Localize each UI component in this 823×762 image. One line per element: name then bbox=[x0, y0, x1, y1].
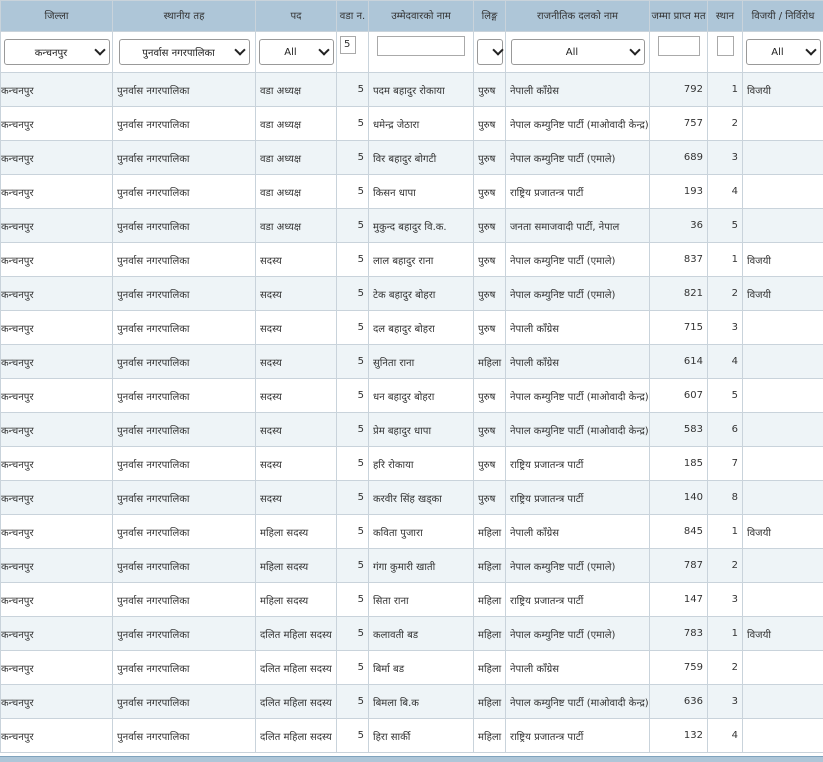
cell-post: दलित महिला सदस्य bbox=[256, 719, 337, 753]
cell-rank: 1 bbox=[708, 515, 743, 549]
cell-winner bbox=[743, 311, 823, 345]
cell-district: कन्चनपुर bbox=[1, 549, 113, 583]
cell-post: सदस्य bbox=[256, 447, 337, 481]
cell-candidate-name: गंगा कुमारी खाती bbox=[369, 549, 474, 583]
cell-gender: पुरुष bbox=[474, 141, 506, 175]
post-select[interactable] bbox=[259, 39, 334, 65]
cell-ward-no: 5 bbox=[337, 209, 369, 243]
cell-votes: 759 bbox=[650, 651, 708, 685]
filter-cell-local-level bbox=[113, 32, 256, 73]
cell-district: कन्चनपुर bbox=[1, 311, 113, 345]
cell-winner bbox=[743, 481, 823, 515]
cell-votes: 845 bbox=[650, 515, 708, 549]
cell-local-level: पुनर्वास नगरपालिका bbox=[113, 413, 256, 447]
cell-local-level: पुनर्वास नगरपालिका bbox=[113, 651, 256, 685]
cell-party: राष्ट्रिय प्रजातन्त्र पार्टी bbox=[506, 719, 650, 753]
table-row bbox=[1, 379, 823, 413]
table-row bbox=[1, 73, 823, 107]
cell-winner bbox=[743, 345, 823, 379]
cell-district: कन्चनपुर bbox=[1, 651, 113, 685]
cell-candidate-name: हिरा सार्की bbox=[369, 719, 474, 753]
cell-gender: पुरुष bbox=[474, 481, 506, 515]
cell-post: वडा अध्यक्ष bbox=[256, 175, 337, 209]
cell-party: नेपाल कम्युनिष्ट पार्टी (माओवादी केन्द्र) bbox=[506, 379, 650, 413]
cell-votes: 140 bbox=[650, 481, 708, 515]
cell-party: जनता समाजवादी पार्टी, नेपाल bbox=[506, 209, 650, 243]
cell-gender: महिला bbox=[474, 617, 506, 651]
cell-party: नेपाल कम्युनिष्ट पार्टी (माओवादी केन्द्र) bbox=[506, 685, 650, 719]
cell-candidate-name: प्रेम बहादुर धापा bbox=[369, 413, 474, 447]
cell-winner bbox=[743, 583, 823, 617]
table-row bbox=[1, 549, 823, 583]
cell-district: कन्चनपुर bbox=[1, 413, 113, 447]
cell-gender: महिला bbox=[474, 515, 506, 549]
cell-gender: पुरुष bbox=[474, 73, 506, 107]
cell-post: सदस्य bbox=[256, 481, 337, 515]
cell-gender: पुरुष bbox=[474, 277, 506, 311]
cell-local-level: पुनर्वास नगरपालिका bbox=[113, 719, 256, 753]
cell-votes: 787 bbox=[650, 549, 708, 583]
cell-ward-no: 5 bbox=[337, 107, 369, 141]
cell-local-level: पुनर्वास नगरपालिका bbox=[113, 311, 256, 345]
cell-district: कन्चनपुर bbox=[1, 73, 113, 107]
header-winner[interactable]: विजयी / निर्विरोध bbox=[743, 1, 823, 32]
table-row bbox=[1, 481, 823, 515]
cell-votes: 821 bbox=[650, 277, 708, 311]
filter-cell-party bbox=[506, 32, 650, 73]
cell-party: राष्ट्रिय प्रजातन्त्र पार्टी bbox=[506, 481, 650, 515]
cell-winner bbox=[743, 719, 823, 753]
cell-gender: पुरुष bbox=[474, 209, 506, 243]
cell-winner: विजयी bbox=[743, 277, 823, 311]
cell-ward-no: 5 bbox=[337, 175, 369, 209]
cell-party: नेपाली काँग्रेस bbox=[506, 651, 650, 685]
district-select-value: कन्चनपुर bbox=[13, 45, 90, 59]
cell-gender: पुरुष bbox=[474, 379, 506, 413]
cell-votes: 792 bbox=[650, 73, 708, 107]
cell-rank: 5 bbox=[708, 209, 743, 243]
local-level-select-value: पुनर्वास नगरपालिका bbox=[128, 45, 230, 59]
header-local-level[interactable]: स्थानीय तह bbox=[113, 1, 256, 32]
cell-local-level: पुनर्वास नगरपालिका bbox=[113, 583, 256, 617]
table-row bbox=[1, 685, 823, 719]
table-row bbox=[1, 209, 823, 243]
cell-gender: पुरुष bbox=[474, 175, 506, 209]
cell-local-level: पुनर्वास नगरपालिका bbox=[113, 243, 256, 277]
cell-party: नेपाल कम्युनिष्ट पार्टी (माओवादी केन्द्र) bbox=[506, 107, 650, 141]
cell-rank: 4 bbox=[708, 175, 743, 209]
header-district[interactable]: जिल्ला bbox=[1, 1, 113, 32]
cell-candidate-name: पदम बहादुर रोकाया bbox=[369, 73, 474, 107]
cell-post: सदस्य bbox=[256, 277, 337, 311]
table-row bbox=[1, 243, 823, 277]
cell-candidate-name: बिमला बि.क bbox=[369, 685, 474, 719]
cell-ward-no: 5 bbox=[337, 583, 369, 617]
cell-district: कन्चनपुर bbox=[1, 719, 113, 753]
cell-votes: 607 bbox=[650, 379, 708, 413]
cell-winner bbox=[743, 209, 823, 243]
cell-votes: 132 bbox=[650, 719, 708, 753]
cell-local-level: पुनर्वास नगरपालिका bbox=[113, 209, 256, 243]
rank-input[interactable] bbox=[717, 36, 734, 56]
cell-district: कन्चनपुर bbox=[1, 243, 113, 277]
cell-candidate-name: दल बहादुर बोहरा bbox=[369, 311, 474, 345]
cell-local-level: पुनर्वास नगरपालिका bbox=[113, 685, 256, 719]
cell-party: नेपाल कम्युनिष्ट पार्टी (एमाले) bbox=[506, 243, 650, 277]
cell-winner bbox=[743, 447, 823, 481]
table-row bbox=[1, 141, 823, 175]
cell-district: कन्चनपुर bbox=[1, 583, 113, 617]
header-party[interactable]: राजनीतिक दलको नाम bbox=[506, 1, 650, 32]
cell-district: कन्चनपुर bbox=[1, 515, 113, 549]
cell-winner bbox=[743, 413, 823, 447]
cell-winner bbox=[743, 141, 823, 175]
cell-gender: पुरुष bbox=[474, 311, 506, 345]
cell-winner bbox=[743, 107, 823, 141]
party-select[interactable] bbox=[511, 39, 645, 65]
district-select[interactable] bbox=[4, 39, 110, 65]
cell-local-level: पुनर्वास नगरपालिका bbox=[113, 73, 256, 107]
cell-candidate-name: कलावती बड bbox=[369, 617, 474, 651]
cell-ward-no: 5 bbox=[337, 481, 369, 515]
cell-winner bbox=[743, 379, 823, 413]
cell-district: कन्चनपुर bbox=[1, 447, 113, 481]
chevron-down-icon bbox=[234, 44, 245, 55]
cell-winner: विजयी bbox=[743, 515, 823, 549]
cell-rank: 2 bbox=[708, 549, 743, 583]
cell-gender: महिला bbox=[474, 549, 506, 583]
cell-votes: 636 bbox=[650, 685, 708, 719]
cell-local-level: पुनर्वास नगरपालिका bbox=[113, 345, 256, 379]
table-row bbox=[1, 719, 823, 753]
cell-rank: 1 bbox=[708, 617, 743, 651]
cell-candidate-name: सुनिता राना bbox=[369, 345, 474, 379]
cell-rank: 2 bbox=[708, 277, 743, 311]
cell-local-level: पुनर्वास नगरपालिका bbox=[113, 447, 256, 481]
chevron-down-icon bbox=[629, 44, 640, 55]
filter-cell-votes bbox=[650, 32, 708, 73]
cell-candidate-name: कविता पुजारा bbox=[369, 515, 474, 549]
cell-votes: 614 bbox=[650, 345, 708, 379]
cell-party: नेपाल कम्युनिष्ट पार्टी (माओवादी केन्द्र) bbox=[506, 413, 650, 447]
cell-candidate-name: हरि रोकाया bbox=[369, 447, 474, 481]
cell-votes: 147 bbox=[650, 583, 708, 617]
cell-ward-no: 5 bbox=[337, 447, 369, 481]
cell-post: सदस्य bbox=[256, 311, 337, 345]
cell-votes: 783 bbox=[650, 617, 708, 651]
chevron-down-icon bbox=[492, 44, 503, 55]
chevron-down-icon bbox=[805, 44, 816, 55]
cell-post: वडा अध्यक्ष bbox=[256, 107, 337, 141]
cell-gender: महिला bbox=[474, 583, 506, 617]
cell-local-level: पुनर्वास नगरपालिका bbox=[113, 141, 256, 175]
cell-party: नेपाली काँग्रेस bbox=[506, 311, 650, 345]
table-row bbox=[1, 617, 823, 651]
cell-local-level: पुनर्वास नगरपालिका bbox=[113, 107, 256, 141]
header-ward-no[interactable]: वडा न. bbox=[337, 1, 369, 32]
cell-party: राष्ट्रिय प्रजातन्त्र पार्टी bbox=[506, 583, 650, 617]
cell-party: नेपाली काँग्रेस bbox=[506, 73, 650, 107]
cell-rank: 4 bbox=[708, 345, 743, 379]
cell-candidate-name: किसन धापा bbox=[369, 175, 474, 209]
cell-rank: 1 bbox=[708, 243, 743, 277]
cell-rank: 7 bbox=[708, 447, 743, 481]
cell-rank: 5 bbox=[708, 379, 743, 413]
winner-select[interactable] bbox=[746, 39, 821, 65]
cell-winner bbox=[743, 549, 823, 583]
cell-party: नेपाल कम्युनिष्ट पार्टी (एमाले) bbox=[506, 549, 650, 583]
header-candidate-name[interactable]: उम्मेदवारको नाम bbox=[369, 1, 474, 32]
ward-no-input[interactable]: 5 bbox=[340, 36, 356, 54]
horizontal-scrollbar[interactable] bbox=[0, 756, 823, 762]
cell-post: सदस्य bbox=[256, 413, 337, 447]
table-row bbox=[1, 413, 823, 447]
cell-rank: 3 bbox=[708, 685, 743, 719]
cell-district: कन्चनपुर bbox=[1, 277, 113, 311]
gender-select[interactable] bbox=[477, 39, 503, 65]
cell-district: कन्चनपुर bbox=[1, 107, 113, 141]
filter-cell-winner bbox=[743, 32, 823, 73]
cell-candidate-name: धन बहादुर बोहरा bbox=[369, 379, 474, 413]
cell-candidate-name: लाल बहादुर राना bbox=[369, 243, 474, 277]
cell-post: वडा अध्यक्ष bbox=[256, 141, 337, 175]
chevron-down-icon bbox=[94, 44, 105, 55]
cell-local-level: पुनर्वास नगरपालिका bbox=[113, 277, 256, 311]
local-level-select[interactable] bbox=[119, 39, 250, 65]
cell-rank: 3 bbox=[708, 141, 743, 175]
filter-cell-ward-no bbox=[337, 32, 369, 73]
cell-candidate-name: विर बहादुर बोगटी bbox=[369, 141, 474, 175]
cell-post: वडा अध्यक्ष bbox=[256, 209, 337, 243]
cell-winner bbox=[743, 685, 823, 719]
cell-post: सदस्य bbox=[256, 345, 337, 379]
cell-ward-no: 5 bbox=[337, 243, 369, 277]
cell-local-level: पुनर्वास नगरपालिका bbox=[113, 617, 256, 651]
cell-local-level: पुनर्वास नगरपालिका bbox=[113, 379, 256, 413]
cell-gender: महिला bbox=[474, 651, 506, 685]
cell-district: कन्चनपुर bbox=[1, 345, 113, 379]
table-row bbox=[1, 175, 823, 209]
cell-ward-no: 5 bbox=[337, 549, 369, 583]
cell-party: नेपाल कम्युनिष्ट पार्टी (एमाले) bbox=[506, 617, 650, 651]
cell-rank: 6 bbox=[708, 413, 743, 447]
cell-rank: 1 bbox=[708, 73, 743, 107]
cell-post: महिला सदस्य bbox=[256, 515, 337, 549]
cell-rank: 2 bbox=[708, 107, 743, 141]
chevron-down-icon bbox=[318, 44, 329, 55]
cell-post: दलित महिला सदस्य bbox=[256, 651, 337, 685]
cell-ward-no: 5 bbox=[337, 379, 369, 413]
cell-rank: 2 bbox=[708, 651, 743, 685]
header-rank[interactable]: स्थान bbox=[708, 1, 743, 32]
cell-party: नेपाल कम्युनिष्ट पार्टी (एमाले) bbox=[506, 277, 650, 311]
cell-gender: महिला bbox=[474, 719, 506, 753]
cell-winner bbox=[743, 651, 823, 685]
filter-cell-post bbox=[256, 32, 337, 73]
cell-candidate-name: मुकुन्द बहादुर वि.क. bbox=[369, 209, 474, 243]
cell-post: सदस्य bbox=[256, 243, 337, 277]
cell-gender: पुरुष bbox=[474, 447, 506, 481]
header-post[interactable]: पद bbox=[256, 1, 337, 32]
votes-input[interactable] bbox=[658, 36, 700, 56]
cell-candidate-name: धमेन्द्र जेठारा bbox=[369, 107, 474, 141]
cell-votes: 185 bbox=[650, 447, 708, 481]
party-select-value: All bbox=[520, 47, 625, 58]
cell-post: वडा अध्यक्ष bbox=[256, 73, 337, 107]
cell-winner: विजयी bbox=[743, 617, 823, 651]
cell-votes: 689 bbox=[650, 141, 708, 175]
winner-select-value: All bbox=[755, 47, 801, 58]
cell-local-level: पुनर्वास नगरपालिका bbox=[113, 481, 256, 515]
cell-ward-no: 5 bbox=[337, 719, 369, 753]
cell-rank: 8 bbox=[708, 481, 743, 515]
cell-post: दलित महिला सदस्य bbox=[256, 685, 337, 719]
cell-district: कन्चनपुर bbox=[1, 175, 113, 209]
cell-post: सदस्य bbox=[256, 379, 337, 413]
cell-party: नेपाली काँग्रेस bbox=[506, 345, 650, 379]
cell-ward-no: 5 bbox=[337, 73, 369, 107]
cell-ward-no: 5 bbox=[337, 617, 369, 651]
header-gender[interactable]: लिङ्ग bbox=[474, 1, 506, 32]
cell-candidate-name: करवीर सिंह खड्का bbox=[369, 481, 474, 515]
cell-local-level: पुनर्वास नगरपालिका bbox=[113, 549, 256, 583]
filter-cell-candidate-name bbox=[369, 32, 474, 73]
cell-district: कन्चनपुर bbox=[1, 617, 113, 651]
cell-district: कन्चनपुर bbox=[1, 685, 113, 719]
cell-post: महिला सदस्य bbox=[256, 583, 337, 617]
cell-ward-no: 5 bbox=[337, 685, 369, 719]
cell-district: कन्चनपुर bbox=[1, 209, 113, 243]
table-row bbox=[1, 447, 823, 481]
candidate-name-input[interactable] bbox=[377, 36, 465, 56]
table-row bbox=[1, 515, 823, 549]
cell-gender: पुरुष bbox=[474, 107, 506, 141]
table-row bbox=[1, 583, 823, 617]
cell-district: कन्चनपुर bbox=[1, 481, 113, 515]
header-votes[interactable]: जम्मा प्राप्त मत bbox=[650, 1, 708, 32]
cell-votes: 583 bbox=[650, 413, 708, 447]
cell-ward-no: 5 bbox=[337, 651, 369, 685]
cell-ward-no: 5 bbox=[337, 311, 369, 345]
cell-votes: 193 bbox=[650, 175, 708, 209]
cell-party: राष्ट्रिय प्रजातन्त्र पार्टी bbox=[506, 175, 650, 209]
cell-party: नेपाली काँग्रेस bbox=[506, 515, 650, 549]
cell-winner: विजयी bbox=[743, 73, 823, 107]
table-row bbox=[1, 277, 823, 311]
cell-ward-no: 5 bbox=[337, 515, 369, 549]
cell-post: महिला सदस्य bbox=[256, 549, 337, 583]
cell-ward-no: 5 bbox=[337, 141, 369, 175]
cell-winner bbox=[743, 175, 823, 209]
cell-gender: महिला bbox=[474, 345, 506, 379]
cell-gender: पुरुष bbox=[474, 243, 506, 277]
cell-candidate-name: सिता राना bbox=[369, 583, 474, 617]
cell-ward-no: 5 bbox=[337, 277, 369, 311]
cell-party: राष्ट्रिय प्रजातन्त्र पार्टी bbox=[506, 447, 650, 481]
table-row bbox=[1, 107, 823, 141]
cell-rank: 4 bbox=[708, 719, 743, 753]
cell-candidate-name: टेक बहादुर बोहरा bbox=[369, 277, 474, 311]
cell-votes: 715 bbox=[650, 311, 708, 345]
cell-post: दलित महिला सदस्य bbox=[256, 617, 337, 651]
filter-cell-district bbox=[1, 32, 113, 73]
cell-district: कन्चनपुर bbox=[1, 141, 113, 175]
filter-cell-gender bbox=[474, 32, 506, 73]
cell-ward-no: 5 bbox=[337, 345, 369, 379]
cell-votes: 837 bbox=[650, 243, 708, 277]
cell-rank: 3 bbox=[708, 311, 743, 345]
post-select-value: All bbox=[268, 47, 314, 58]
cell-local-level: पुनर्वास नगरपालिका bbox=[113, 175, 256, 209]
table-row bbox=[1, 651, 823, 685]
table-row bbox=[1, 345, 823, 379]
cell-party: नेपाल कम्युनिष्ट पार्टी (एमाले) bbox=[506, 141, 650, 175]
cell-gender: महिला bbox=[474, 685, 506, 719]
cell-votes: 757 bbox=[650, 107, 708, 141]
results-body bbox=[1, 73, 823, 753]
filter-cell-rank bbox=[708, 32, 743, 73]
cell-candidate-name: बिर्मा बड bbox=[369, 651, 474, 685]
cell-gender: पुरुष bbox=[474, 413, 506, 447]
table-row bbox=[1, 311, 823, 345]
cell-local-level: पुनर्वास नगरपालिका bbox=[113, 515, 256, 549]
cell-votes: 36 bbox=[650, 209, 708, 243]
cell-rank: 3 bbox=[708, 583, 743, 617]
cell-ward-no: 5 bbox=[337, 413, 369, 447]
cell-winner: विजयी bbox=[743, 243, 823, 277]
cell-district: कन्चनपुर bbox=[1, 379, 113, 413]
